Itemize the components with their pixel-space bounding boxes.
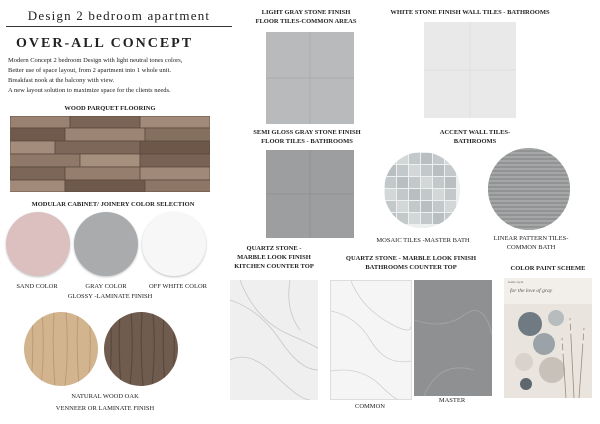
heading-line: FLOOR TILES - BATHROOMS bbox=[261, 138, 353, 145]
flooring-heading: WOOD PARQUET FLOORING bbox=[64, 105, 156, 112]
concept-description bbox=[8, 56, 228, 96]
label-line: COMMON BATH bbox=[506, 244, 556, 251]
magazine-text: for the love of gray bbox=[510, 288, 553, 294]
white-stone-tile-sample bbox=[424, 22, 516, 118]
wood-caption-2: VENNEER OR LAMINATE FINISH bbox=[55, 405, 155, 412]
description-line: Better use of space layout, from 2 apartment into 1 whole unit. bbox=[8, 67, 171, 74]
kitchen-marble-sample bbox=[230, 280, 318, 400]
heading-line: BATHROOMS COUNTER TOP bbox=[365, 264, 457, 271]
heading-line: KITCHEN COUNTER TOP bbox=[234, 263, 314, 270]
mosaic-tile-label: MOSAIC TILES -MASTER BATH bbox=[376, 237, 470, 244]
gray-color-label: GRAY COLOR bbox=[85, 283, 127, 290]
linear-tile-swatch bbox=[488, 148, 570, 230]
light-gray-tile-sample bbox=[266, 32, 354, 124]
label-line: LINEAR PATTERN TILES- bbox=[493, 235, 569, 242]
paint-scheme-heading: COLOR PAINT SCHEME bbox=[510, 265, 586, 272]
master-bath-stone-sample bbox=[414, 280, 492, 396]
marble-veins bbox=[331, 281, 411, 399]
semi-gloss-tile-sample bbox=[266, 150, 354, 238]
heading-line: QUARTZ STONE - MARBLE LOOK FINISH bbox=[345, 255, 477, 262]
off-white-color-label: OFF WHITE COLOR bbox=[148, 283, 208, 290]
accent-tile-heading bbox=[420, 128, 530, 146]
linear-pattern bbox=[488, 148, 570, 230]
description-line: Modern Concept 2 bedroom Design with light neutral tones colors, bbox=[8, 57, 183, 64]
description-line: Breakfast nook at the balcony with view. bbox=[8, 77, 115, 84]
magazine-illustration bbox=[504, 278, 592, 398]
mosaic-pattern bbox=[384, 152, 460, 228]
mosaic-tile-swatch bbox=[384, 152, 460, 228]
off-white-color-swatch bbox=[142, 212, 206, 276]
dark-wood-grain bbox=[104, 312, 178, 386]
wood-caption-1: NATURAL WOOD OAK bbox=[71, 393, 139, 400]
tile-grid bbox=[266, 32, 354, 124]
common-label: COMMON bbox=[355, 403, 385, 410]
light-gray-tile-heading bbox=[236, 8, 376, 26]
sand-color-label: SAND COLOR bbox=[16, 283, 58, 290]
paint-scheme-magazine bbox=[504, 278, 592, 398]
tile-grid bbox=[424, 22, 516, 118]
marble-veins bbox=[230, 280, 318, 400]
cabinet-heading: MODULAR CABINET/ JOINERY COLOR SELECTION bbox=[31, 201, 195, 208]
heading-line: LIGHT GRAY STONE FINISH bbox=[261, 9, 351, 16]
sand-color-swatch bbox=[6, 212, 70, 276]
parquet-pattern bbox=[10, 116, 210, 192]
semi-gloss-heading bbox=[236, 128, 378, 146]
heading-line: QUARTZ STONE - bbox=[246, 245, 302, 252]
heading-line: FLOOR TILES-COMMON AREAS bbox=[255, 18, 357, 25]
master-label: MASTER bbox=[438, 397, 466, 404]
concept-heading: OVER-ALL CONCEPT bbox=[16, 36, 194, 51]
natural-oak-swatch bbox=[24, 312, 98, 386]
wood-parquet-sample bbox=[10, 116, 210, 192]
magazine-tag: home style bbox=[508, 280, 524, 284]
description-line: A new layout solution to maximize space for the clients needs. bbox=[8, 87, 171, 94]
cabinet-finish-label: GLOSSY -LAMINATE FINISH bbox=[67, 293, 153, 300]
heading-line: SEMI GLOSS GRAY STONE FINISH bbox=[253, 129, 361, 136]
heading-line: BATHROOMS bbox=[453, 138, 497, 145]
white-stone-heading: WHITE STONE FINISH WALL TILES - BATHROOMS bbox=[390, 9, 550, 16]
linear-tile-label bbox=[484, 234, 578, 252]
heading-line: MARBLE LOOK FINISH bbox=[237, 254, 311, 261]
bath-counter-heading bbox=[326, 254, 496, 272]
dark-wood-swatch bbox=[104, 312, 178, 386]
heading-line: ACCENT WALL TILES- bbox=[439, 129, 511, 136]
oak-grain bbox=[24, 312, 98, 386]
kitchen-counter-heading bbox=[222, 244, 326, 271]
stone-veins bbox=[414, 280, 492, 396]
page-title: Design 2 bedroom apartment bbox=[6, 6, 232, 27]
common-bath-marble-sample bbox=[330, 280, 412, 400]
gray-color-swatch bbox=[74, 212, 138, 276]
tile-grid bbox=[266, 150, 354, 238]
